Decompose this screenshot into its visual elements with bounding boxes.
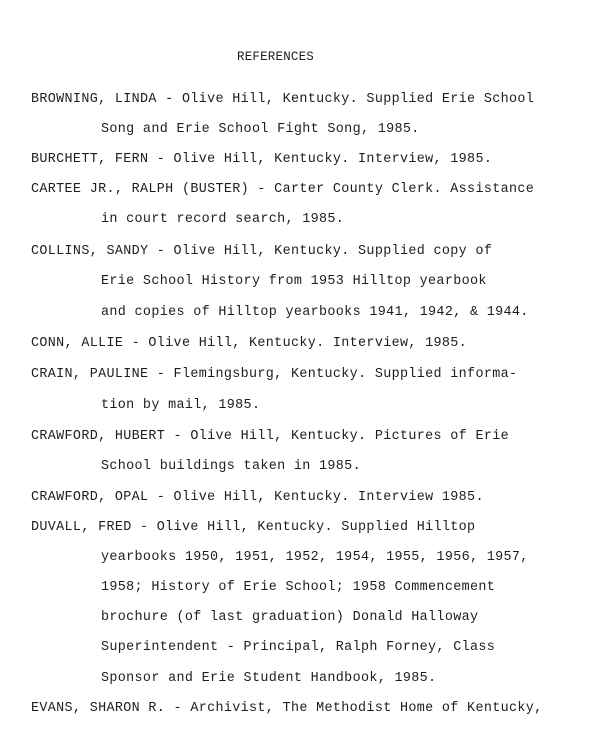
reference-continuation-line: 1958; History of Erie School; 1958 Commencement <box>101 580 496 595</box>
reference-entry-line: COLLINS, SANDY - Olive Hill, Kentucky. Supplied copy of <box>31 244 493 259</box>
reference-continuation-line: Superintendent - Principal, Ralph Forney, Class <box>101 640 496 655</box>
reference-entry-line: CRAIN, PAULINE - Flemingsburg, Kentucky. Supplied informa- <box>31 367 518 382</box>
reference-continuation-line: Sponsor and Erie Student Handbook, 1985. <box>101 671 437 686</box>
reference-continuation-line: in court record search, 1985. <box>101 212 345 227</box>
reference-entry-line: BROWNING, LINDA - Olive Hill, Kentucky. Supplied Erie School <box>31 92 535 107</box>
reference-continuation-line: brochure (of last graduation) Donald Halloway <box>101 610 479 625</box>
reference-entry-line: CONN, ALLIE - Olive Hill, Kentucky. Interview, 1985. <box>31 336 468 351</box>
reference-entry-line: DUVALL, FRED - Olive Hill, Kentucky. Supplied Hilltop <box>31 520 476 535</box>
reference-entry-line: CRAWFORD, OPAL - Olive Hill, Kentucky. Interview 1985. <box>31 490 484 505</box>
reference-continuation-line: tion by mail, 1985. <box>101 398 261 413</box>
reference-entry-line: CRAWFORD, HUBERT - Olive Hill, Kentucky. Pictures of Erie <box>31 429 509 444</box>
reference-continuation-line: School buildings taken in 1985. <box>101 459 361 474</box>
reference-continuation-line: Song and Erie School Fight Song, 1985. <box>101 122 420 137</box>
page-title: REFERENCES <box>237 50 315 64</box>
reference-continuation-line: and copies of Hilltop yearbooks 1941, 1942, & 1944. <box>101 305 529 320</box>
reference-entry-line: EVANS, SHARON R. - Archivist, The Methodist Home of Kentucky, <box>31 701 543 716</box>
reference-entry-line: BURCHETT, FERN - Olive Hill, Kentucky. Interview, 1985. <box>31 152 493 167</box>
reference-continuation-line: Erie School History from 1953 Hilltop yearbook <box>101 274 487 289</box>
reference-continuation-line: yearbooks 1950, 1951, 1952, 1954, 1955, 1956, 1957, <box>101 550 529 565</box>
reference-entry-line: CARTEE JR., RALPH (BUSTER) - Carter County Clerk. Assistance <box>31 182 535 197</box>
